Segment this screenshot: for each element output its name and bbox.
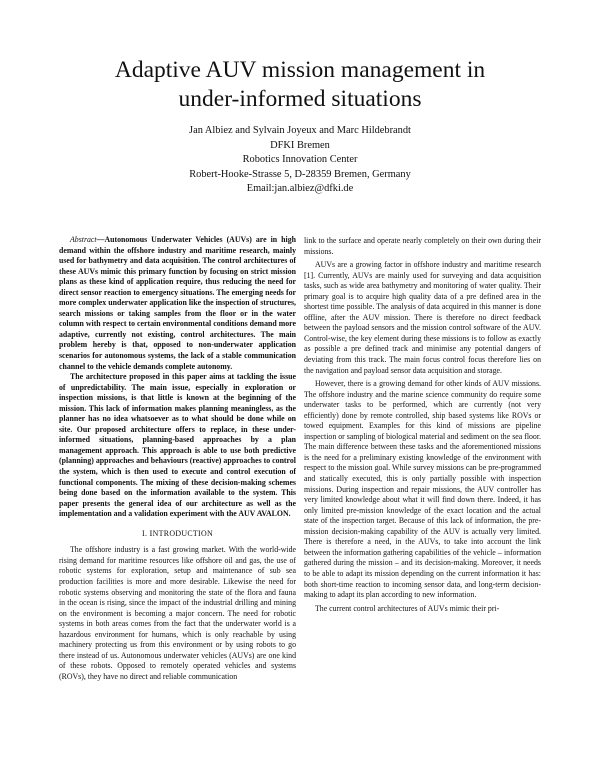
right-column	[304, 236, 541, 614]
intro-paragraph-4: The current control architectures of AUVs mimic their pri-	[315, 603, 500, 613]
section-title-rest: NTRODUCTION	[152, 528, 213, 538]
affiliation-department: Robotics Innovation Center	[242, 154, 358, 166]
author-block	[0, 124, 600, 197]
left-column	[59, 235, 296, 682]
authors: Jan Albiez and Sylvain Joyeux and Marc Hildebrandt	[189, 125, 411, 136]
abstract-label: Abstract	[70, 235, 97, 244]
paper-title-line-2: under-informed situations	[178, 86, 422, 112]
section-title-initial: I	[149, 527, 153, 538]
address: Robert-Hooke-Strasse 5, D-28359 Bremen, Germany	[189, 168, 411, 180]
section-number: I.	[142, 528, 150, 538]
abstract-text-1: —Autonomous Underwater Vehicles (AUVs) are in high demand within the offshore industry and maritime research, mainly used for bathymetry and data acquisition. The control architectures of these AUVs mimic this primary function by focusing on strict mission plans as these kind of application require, thus reducing the need for direct sensor reaction to emergency situations. The emerging needs for more complex underwater application like the inspection of structures, search missions or taking samples from the floor or in the water column with respect to certain environmental conditions demand more adaptive, currently not existing, control architectures. The main problem hereby is that, opposed to non-underwater application scenarios for autonomous systems, the lack of a stable communication channel to the vehicle demands complete autonomy.	[59, 235, 296, 371]
abstract-paragraph-2: The architecture proposed in this paper aims at tackling the issue of unpredictability. The main issue, especially in exploration or inspection missions, is that little is known at the beginning of the mission. This lack of information makes planning meaningless, as the planner has no idea whatsoever as to what should be done while on site. Our proposed architecture offers to replace, in these under-informed situations, planning-based approaches by a plan management approach. This approach is able to use both predictive (planning) approaches and behaviours (reactive) approaches to control the system, which is then used to execute and control execution of functional components. The mixing of these decision-making schemes being done based on the information available to the system. This paper presents the general idea of our architecture as well as the implementation and a validation experiment with the AUV AVALON.	[59, 372, 296, 519]
section-heading-introduction	[59, 528, 296, 540]
paper-title-line-1: Adaptive AUV mission management in	[114, 57, 486, 83]
intro-paragraph-2: AUVs are a growing factor in offshore industry and maritime research [1]. Currently, AUVs are mainly used for surveying and data acquisition tasks, such as wide area bathymetry and monitoring of water quality. Their primary goal is to acquire high quality data of a pre defined area in the shortest time possible. The analysis of data acquired in this manner is done offline, after the AUV mission. There is therefore no direct feedback between the payload sensors and the mission control software of the AUV. Control-wise, the key element during these missions is to follow as exactly as possible a pre defined track and minimise any potential dangers of deviating from this track. The main focus control focus therefore lies on the navigation and payload sensor data acquisition and storage.	[304, 260, 541, 375]
affiliation: DFKI Bremen	[270, 139, 330, 151]
abstract-paragraph-1	[59, 235, 296, 372]
intro-paragraph-3: However, there is a growing demand for other kinds of AUV missions. The offshore industry and the marine science community do require some underwater tasks to be performed, which are currently (not very efficiently) done by remote controlled, ship based systems like ROVs or towed equipment. Examples for this kind of missions are pipeline inspection or sampling of biological material and sediment on the sea floor. The main difference between these tasks and the aforementioned missions is the need for a preliminary existing knowledge of the environment with respect to the mission goal. While survey missions can be pre-programmed and statically executed, this is only partially possible with inspection missions. During inspection and repair missions, the AUV controller has very limited knowledge about what it will find down there. Indeed, it has only limited pre-mission knowledge of the exact location and the actual state of the inspection target. Because of this lack of information, the pre-mission decision-making capability of the AUV is actually very limited. There is therefore a need, in the AUVs, to take into account the link between the information gathering capabilities of the vehicle – information gathered during the mission – and its decision-making. Moreover, it needs to be able to adapt its mission depending on the current information it has: both short-time reaction to incoming sensor data, and long-term decision-making to adapt its plan according to new information.	[304, 379, 541, 600]
intro-paragraph-1-continued: link to the surface and operate nearly completely on their own during their missions.	[304, 236, 541, 256]
paper-title	[0, 56, 600, 114]
email: Email:jan.albiez@dfki.de	[246, 183, 354, 195]
intro-paragraph-1: The offshore industry is a fast growing market. With the world-wide rising demand for maritime resources like offshore oil and gas, the use of robotic systems for exploration, setup and maintenance of sub sea production facilities is more and more desirable. Likewise the need for robotic systems observing and monitoring the state of the flora and fauna in the ocean is rising, since the impact of the industrial drilling and mining on the environment is becoming a major concern. The need for robotic systems in both areas comes from the fact that the underwater world is a hazardous environment for humans, which is only reachable by using machinery protecting us from this environment or by using robots to go there instead of us. Autonomous underwater vehicles (AUVs) are one kind of these robots. Opposed to remotely operated vehicles and systems (ROVs), they have no direct and reliable communication	[59, 545, 296, 681]
